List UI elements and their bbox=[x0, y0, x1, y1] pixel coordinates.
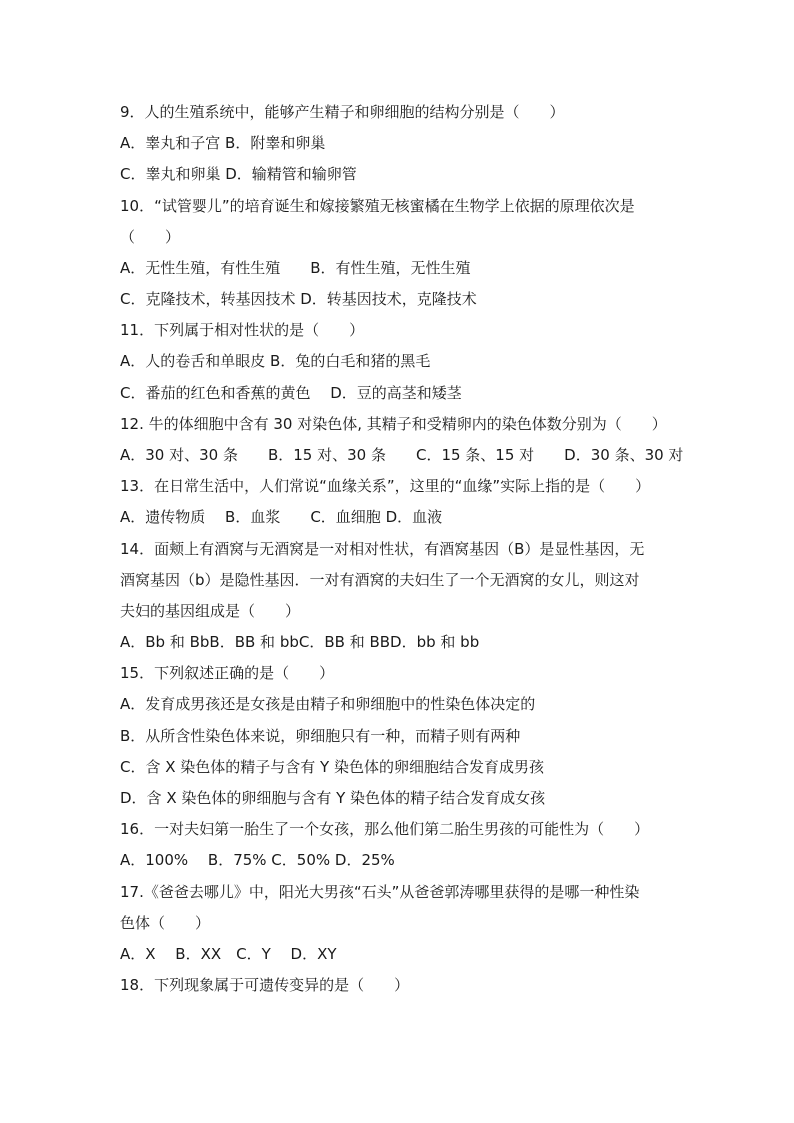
question-9-stem: 9．人的生殖系统中，能够产生精子和卵细胞的结构分别是（ ） bbox=[120, 103, 565, 121]
question-10-stem-cont: （ ） bbox=[120, 228, 181, 246]
question-10-options-cd: C．克隆技术，转基因技术 D．转基因技术，克隆技术 bbox=[120, 290, 477, 308]
question-14-options: A．Bb 和 BbB．BB 和 bbC．BB 和 BBD．bb 和 bb bbox=[120, 633, 480, 651]
question-14-stem-cont-1: 酒窝基因（b）是隐性基因．一对有酒窝的夫妇生了一个无酒窝的女儿，则这对 bbox=[120, 571, 640, 589]
question-13-stem: 13．在日常生活中，人们常说“血缘关系”，这里的“血缘”实际上指的是（ ） bbox=[120, 477, 651, 495]
question-15-option-a: A．发育成男孩还是女孩是由精子和卵细胞中的性染色体决定的 bbox=[120, 695, 536, 713]
question-18-stem: 18．下列现象属于可遗传变异的是（ ） bbox=[120, 976, 410, 994]
question-15-option-b: B．从所含性染色体来说，卵细胞只有一种，而精子则有两种 bbox=[120, 727, 521, 745]
question-10-stem: 10．“试管婴儿”的培育诞生和嫁接繁殖无核蜜橘在生物学上依据的原理依次是 bbox=[120, 197, 635, 215]
question-11-stem: 11．下列属于相对性状的是（ ） bbox=[120, 321, 365, 339]
question-15-option-d: D．含 X 染色体的卵细胞与含有 Y 染色体的精子结合发育成女孩 bbox=[120, 789, 546, 807]
question-12-options: A．30 对、30 条 B．15 对、30 条 C．15 条、15 对 D．30 条、30 对 bbox=[120, 446, 684, 464]
question-11-options-ab: A．人的卷舌和单眼皮 B．兔的白毛和猪的黑毛 bbox=[120, 352, 431, 370]
question-14-stem-cont-2: 夫妇的基因组成是（ ） bbox=[120, 602, 301, 620]
question-14-stem: 14．面颊上有酒窝与无酒窝是一对相对性状，有酒窝基因（B）是显性基因，无 bbox=[120, 540, 645, 558]
question-11-options-cd: C．番茄的红色和香蕉的黄色 D．豆的高茎和矮茎 bbox=[120, 384, 462, 402]
question-10-options-ab: A．无性生殖，有性生殖 B．有性生殖，无性生殖 bbox=[120, 259, 471, 277]
question-9-options-ab: A．睾丸和子宫 B．附睾和卵巢 bbox=[120, 134, 326, 152]
question-17-stem-cont: 色体（ ） bbox=[120, 914, 211, 932]
question-16-options: A．100% B．75% C．50% D．25% bbox=[120, 851, 395, 869]
question-16-stem: 16．一对夫妇第一胎生了一个女孩，那么他们第二胎生男孩的可能性为（ ） bbox=[120, 820, 650, 838]
question-12-stem: 12. 牛的体细胞中含有 30 对染色体, 其精子和受精卵内的染色体数分别为（ ） bbox=[120, 415, 667, 433]
question-15-stem: 15．下列叙述正确的是（ ） bbox=[120, 664, 335, 682]
question-13-options: A．遗传物质 B．血浆 C．血细胞 D．血液 bbox=[120, 508, 443, 526]
question-9-options-cd: C．睾丸和卵巢 D．输精管和输卵管 bbox=[120, 165, 357, 183]
question-15-option-c: C．含 X 染色体的精子与含有 Y 染色体的卵细胞结合发育成男孩 bbox=[120, 758, 544, 776]
question-17-options: A．X B．XX C．Y D．XY bbox=[120, 945, 337, 963]
question-17-stem: 17.《爸爸去哪儿》中，阳光大男孩“石头”从爸爸郭涛哪里获得的是哪一种性染 bbox=[120, 883, 640, 901]
